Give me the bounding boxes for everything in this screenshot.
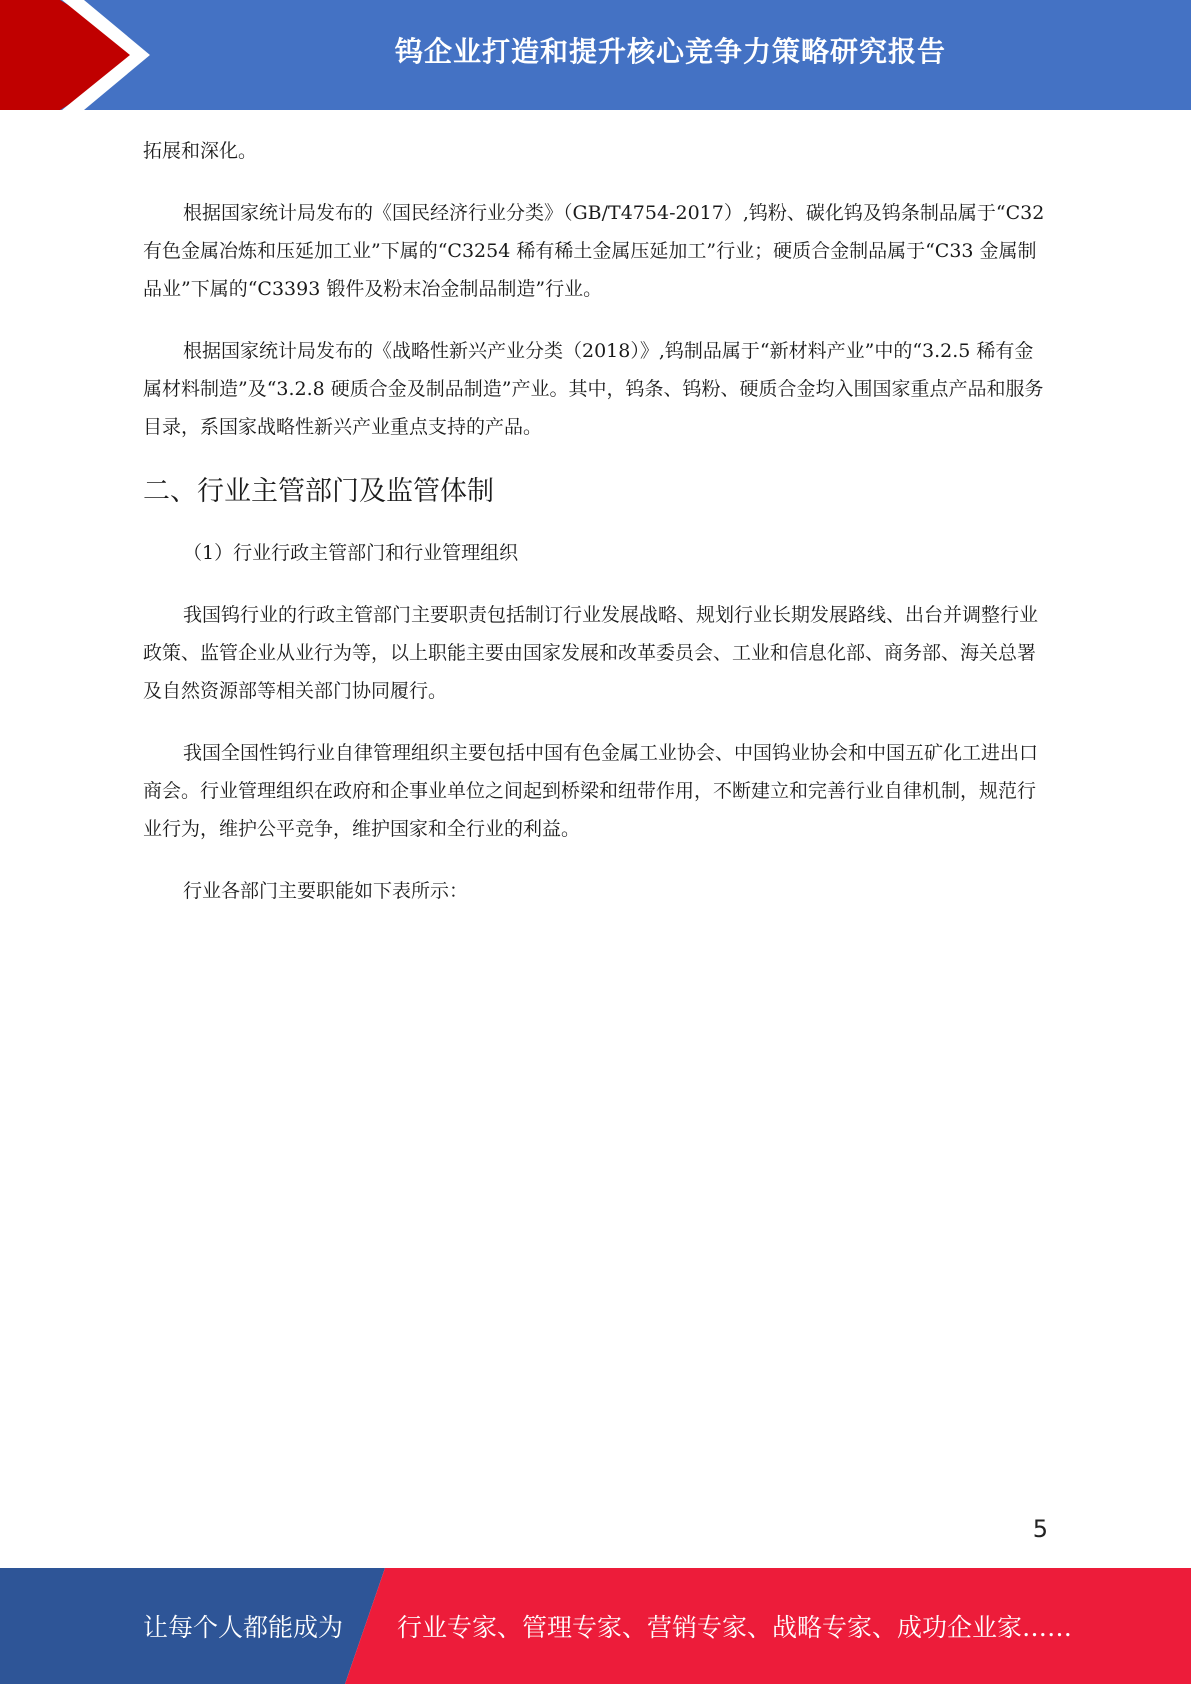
footer-slogan-left: 让每个人都能成为 [143, 1613, 344, 1642]
paragraph-self-regulatory-organizations: 我国全国性钨行业自律管理组织主要包括中国有色金属工业协会、中国钨业协会和中国五矿化工进出口商会。行业管理组织在政府和企事业单位之间起到桥梁和纽带作用，不断建立和完善行业自律机制，规范行业行为，维护公平竞争，维护国家和全行业的利益。 [143, 742, 1039, 840]
subsection-heading: （1）行业行政主管部门和行业管理组织 [183, 542, 519, 564]
page-footer [0, 1568, 1191, 1684]
document-body [143, 132, 1046, 934]
section-heading: 二、行业主管部门及监管体制 [143, 476, 494, 507]
paragraph-strategic-classification: 根据国家统计局发布的《战略性新兴产业分类（2018）》,钨制品属于“新材料产业”中的“3.2.5 稀有金属材料制造”及“3.2.8 硬质合金及制品制造”产业。其中，钨条、钨粉、硬质合金均入围国家重点产品和服务目录，系国家战略性新兴产业重点支持的产品。 [143, 340, 1044, 438]
paragraph-table-intro: 行业各部门主要职能如下表所示： [183, 880, 469, 902]
page-number: 5 [1032, 1515, 1048, 1543]
footer-slogan-right: 行业专家、管理专家、营销专家、战略专家、成功企业家…… [397, 1613, 1073, 1642]
page-header [0, 0, 1191, 110]
report-title: 钨企业打造和提升核心竞争力策略研究报告 [394, 35, 946, 68]
paragraph-industry-classification: 根据国家统计局发布的《国民经济行业分类》（GB/T4754-2017）,钨粉、碳化钨及钨条制品属于“C32 有色金属冶炼和压延加工业”下属的“C3254 稀有稀土金属压延加工”行业；硬质合金制品属于“C33 金属制品业”下属的“C3393 锻件及粉末冶金制品制造”行业。 [143, 202, 1045, 300]
paragraph-administrative-departments: 我国钨行业的行政主管部门主要职责包括制订行业发展战略、规划行业长期发展路线、出台并调整行业政策、监管企业从业行为等，以上职能主要由国家发展和改革委员会、工业和信息化部、商务部、海关总署及自然资源部等相关部门协同履行。 [143, 604, 1039, 702]
paragraph-continuation: 拓展和深化。 [143, 140, 258, 162]
